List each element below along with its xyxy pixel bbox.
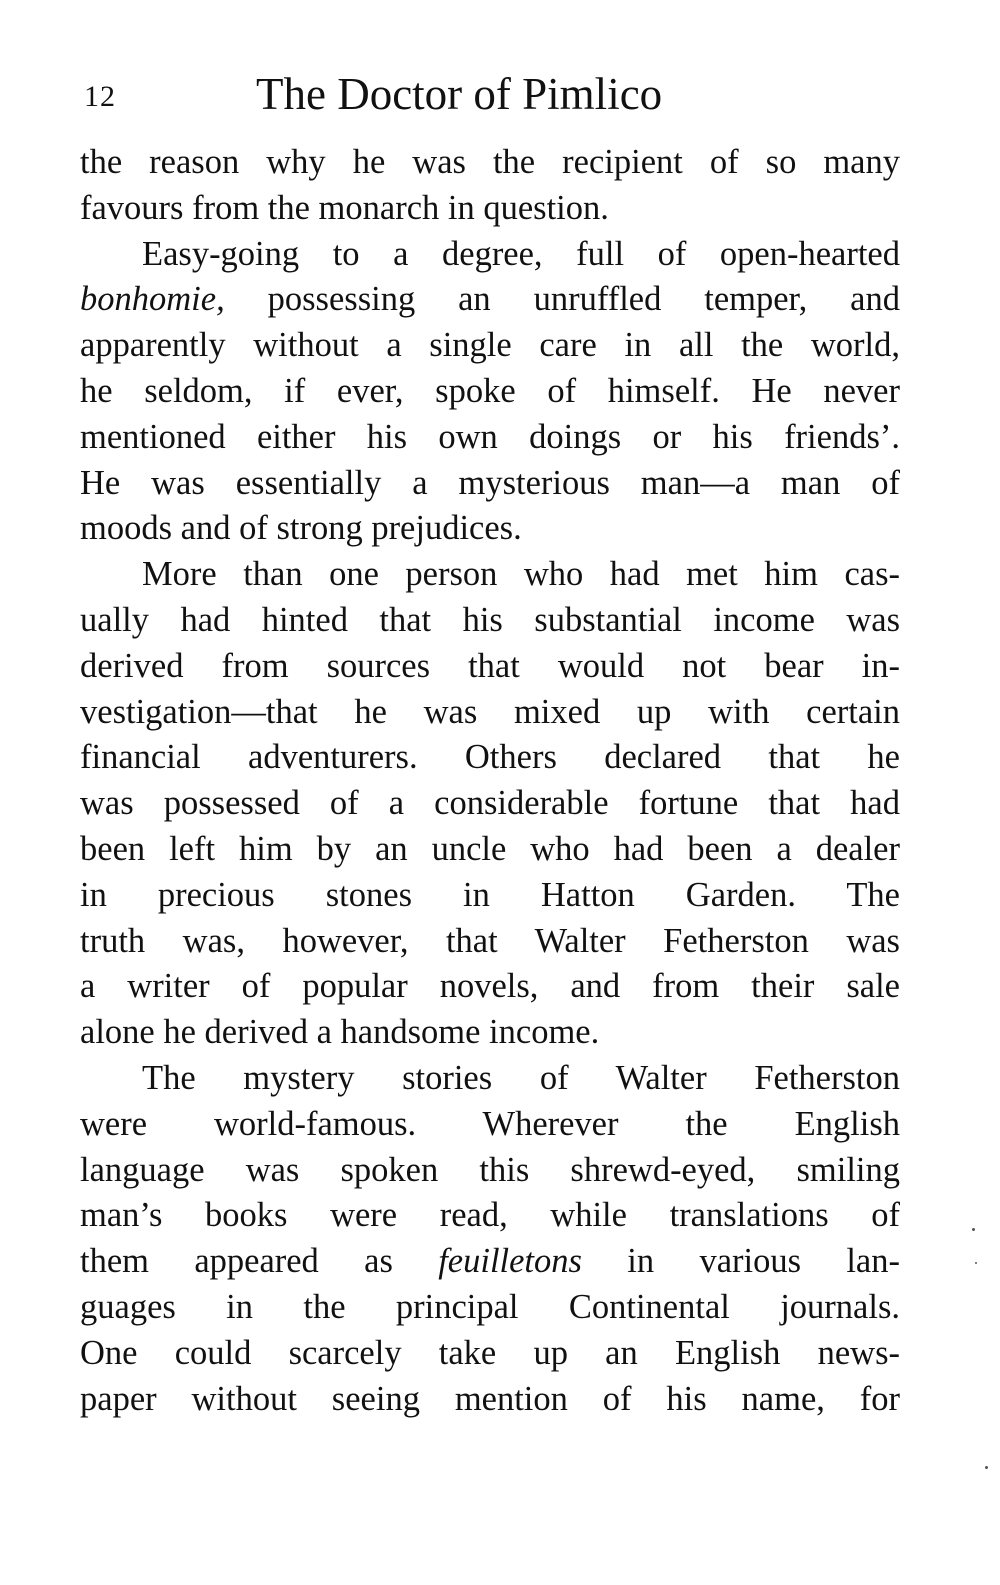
- text-line: man’s books were read, while translations of: [80, 1196, 900, 1235]
- text-line: language was spoken this shrewd-eyed, smiling: [80, 1150, 900, 1189]
- text-line: truth was, however, that Walter Fetherston was: [80, 921, 900, 960]
- text-line: paper without seeing mention of his name, for: [80, 1379, 900, 1418]
- running-title: The Doctor of Pimlico: [256, 69, 663, 119]
- text-line: were world-famous. Wherever the English: [80, 1104, 900, 1143]
- scan-speck: [972, 1228, 975, 1231]
- text-line: [80, 1239, 900, 1285]
- text-line: in precious stones in Hatton Garden. The: [80, 875, 900, 914]
- italic-phrase: feuilletons: [438, 1242, 582, 1281]
- text-line: derived from sources that would not bear in-: [80, 646, 900, 685]
- text-line: More than one person who had met him cas-: [142, 555, 900, 594]
- text-line: been left him by an uncle who had been a dealer: [80, 829, 900, 868]
- text-line: alone he derived a handsome income.: [80, 1013, 600, 1052]
- text-line-segment: them appeared as: [80, 1242, 439, 1281]
- text-line: he seldom, if ever, spoke of himself. He never: [80, 371, 900, 410]
- text-line-segment: possessing an unruffled temper, and: [224, 280, 900, 319]
- body-text: [80, 140, 900, 1422]
- running-head: [78, 68, 918, 130]
- text-line-segment: in various lan-: [581, 1242, 900, 1281]
- text-line: moods and of strong prejudices.: [80, 509, 522, 548]
- text-line: [80, 277, 900, 323]
- text-line: mentioned either his own doings or his friends’.: [80, 417, 900, 456]
- text-line: He was essentially a mysterious man—a man of: [80, 463, 900, 502]
- page-number: 12: [84, 80, 116, 113]
- text-line: was possessed of a considerable fortune that had: [80, 784, 900, 823]
- scan-speck: [985, 1466, 988, 1469]
- text-line: favours from the monarch in question.: [80, 188, 609, 227]
- text-line: the reason why he was the recipient of so many: [80, 143, 900, 181]
- text-line: guages in the principal Continental journals.: [80, 1287, 900, 1326]
- text-line: financial adventurers. Others declared that he: [80, 738, 900, 777]
- text-line: Easy-going to a degree, full of open-hearted: [142, 234, 900, 273]
- scan-speck: [975, 1262, 977, 1264]
- text-line: The mystery stories of Walter Fetherston: [142, 1058, 900, 1097]
- text-line: apparently without a single care in all the world,: [80, 326, 900, 365]
- text-line: a writer of popular novels, and from their sale: [80, 967, 900, 1006]
- text-line: One could scarcely take up an English news-: [80, 1333, 900, 1372]
- text-line: vestigation—that he was mixed up with certain: [80, 692, 900, 731]
- text-line: ually had hinted that his substantial income was: [80, 600, 900, 639]
- italic-phrase: bonhomie,: [80, 280, 225, 319]
